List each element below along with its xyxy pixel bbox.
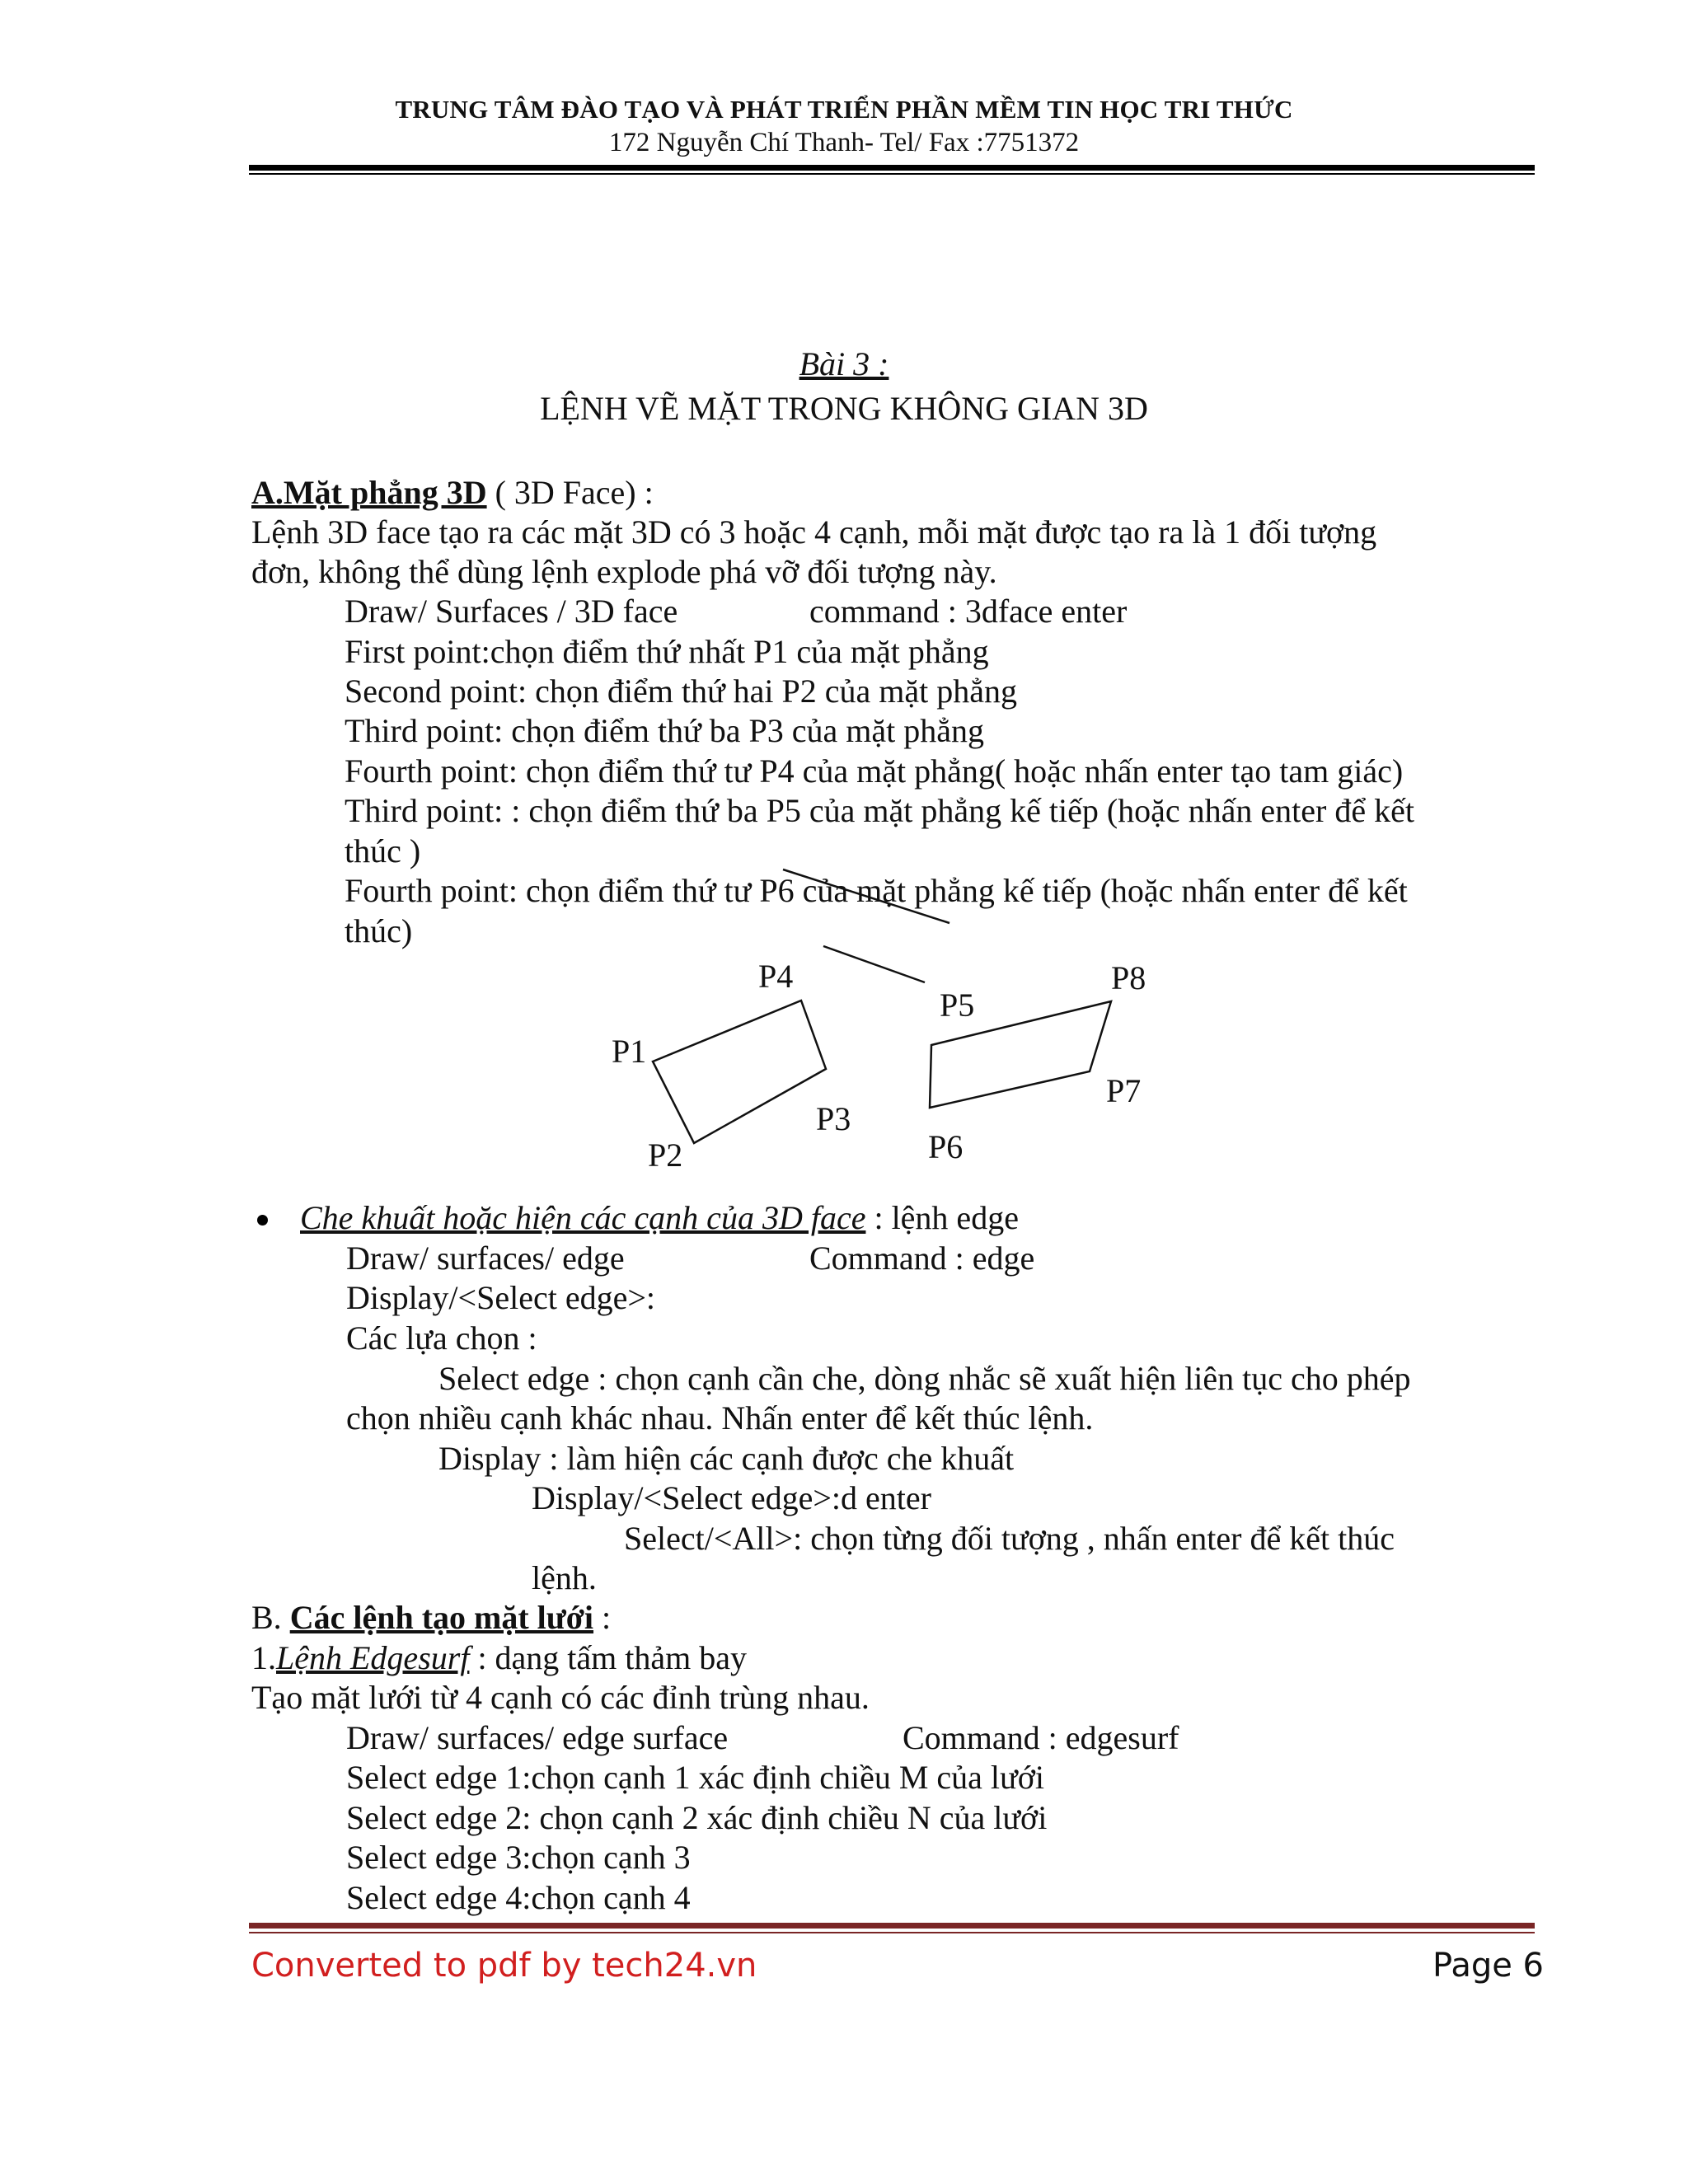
- footer-credit: Converted to pdf by tech24.vn: [251, 1947, 757, 1985]
- label-p6: P6: [928, 1128, 964, 1165]
- edgesurf-desc: Tạo mặt lưới từ 4 cạnh có các đỉnh trùng nhau.: [251, 1679, 870, 1716]
- section-b-heading-line: [251, 1601, 611, 1634]
- label-p1: P1: [612, 1033, 647, 1070]
- edge-heading-rest: : lệnh edge: [865, 1199, 1019, 1236]
- section-a-desc-1: Lệnh 3D face tạo ra các mặt 3D có 3 hoặc 4 cạnh, mỗi mặt được tạo ra là 1 đối tượng: [251, 513, 1377, 551]
- edge-display: Display : làm hiện các cạnh được che khuất: [438, 1440, 1015, 1477]
- edge-select-all: Select/<All>: chọn từng đối tượng , nhấn enter để kết thúc: [624, 1520, 1395, 1557]
- lesson-title: Bài 3 :: [799, 345, 889, 382]
- label-p4: P4: [758, 958, 794, 995]
- step-third-point-next-cont: thúc ): [345, 832, 421, 869]
- section-a-command: command : 3dface enter: [809, 593, 1128, 630]
- edgesurf-step-4: Select edge 4:chọn cạnh 4: [346, 1879, 691, 1916]
- label-p8: P8: [1111, 959, 1146, 996]
- edgesurf-heading-line: [251, 1639, 748, 1676]
- edge-display-prompt: Display/<Select edge>:d enter: [532, 1479, 931, 1516]
- step-first-point: First point:chọn điểm thứ nhất P1 của mặt phẳng: [345, 633, 989, 670]
- edgesurf-rest: : dạng tấm thảm bay: [469, 1639, 748, 1676]
- face-p1-p4: [653, 1001, 826, 1143]
- section-b-heading-rest: :: [593, 1599, 612, 1636]
- step-fourth-point-next-cont: thúc): [345, 912, 413, 949]
- edge-options-label: Các lựa chọn :: [346, 1319, 537, 1357]
- connector-line-upper: [783, 869, 950, 923]
- lesson-subtitle: LỆNH VẼ MẶT TRONG KHÔNG GIAN 3D: [540, 390, 1148, 427]
- page-number: Page 6: [1432, 1947, 1544, 1985]
- step-third-point: Third point: chọn điểm thứ ba P3 của mặt phẳng: [345, 712, 984, 749]
- header-title: TRUNG TÂM ĐÀO TẠO VÀ PHÁT TRIỂN PHẦN MỀM TIN HỌC TRI THỨC: [395, 95, 1293, 124]
- edgesurf-title: Lệnh Edgesurf: [276, 1639, 470, 1676]
- edgesurf-step-1: Select edge 1:chọn cạnh 1 xác định chiều M của lưới: [346, 1759, 1044, 1796]
- step-fourth-point-next: Fourth point: chọn điểm thứ tư P6 của mặt phẳng kế tiếp (hoặc nhấn enter để kết: [345, 872, 1408, 909]
- label-p3: P3: [816, 1100, 851, 1137]
- step-third-point-next: Third point: : chọn điểm thứ ba P5 của mặt phẳng kế tiếp (hoặc nhấn enter để kết: [345, 792, 1414, 829]
- edgesurf-menu: Draw/ surfaces/ edge surface: [346, 1719, 729, 1756]
- edge-heading-line: [300, 1199, 1019, 1236]
- edge-menu: Draw/ surfaces/ edge: [346, 1240, 625, 1277]
- edgesurf-step-2: Select edge 2: chọn cạnh 2 xác định chiều N của lưới: [346, 1799, 1048, 1836]
- connector-line-lower: [823, 946, 925, 982]
- step-second-point: Second point: chọn điểm thứ hai P2 của mặt phẳng: [345, 673, 1017, 710]
- label-p5: P5: [940, 987, 975, 1024]
- section-a-menu: Draw/ Surfaces / 3D face: [345, 593, 678, 630]
- section-a-heading: A.Mặt phẳng 3D: [251, 474, 487, 511]
- edgesurf-command: Command : edgesurf: [903, 1719, 1179, 1756]
- edge-prompt: Display/<Select edge>:: [346, 1279, 656, 1316]
- bullet-icon: [257, 1215, 268, 1226]
- footer-rule: [249, 1923, 1535, 1929]
- label-p2: P2: [648, 1137, 683, 1174]
- edge-select-1: Select edge : chọn cạnh cần che, dòng nhắc sẽ xuất hiện liên tục cho phép: [438, 1360, 1411, 1397]
- edgesurf-prefix: 1.: [251, 1639, 276, 1676]
- step-fourth-point: Fourth point: chọn điểm thứ tư P4 của mặt phẳng( hoặc nhấn enter tạo tam giác): [345, 752, 1404, 790]
- edge-heading: Che khuất hoặc hiện các cạnh của 3D face: [300, 1199, 866, 1236]
- footer-rule-thin: [249, 1932, 1535, 1933]
- section-a-heading-rest: ( 3D Face) :: [486, 474, 654, 511]
- edge-select-all-cont: lệnh.: [532, 1559, 597, 1596]
- label-p7: P7: [1106, 1072, 1142, 1109]
- header-address: 172 Nguyễn Chí Thanh- Tel/ Fax :7751372: [608, 128, 1080, 157]
- edge-select-2: chọn nhiều cạnh khác nhau. Nhấn enter để kết thúc lệnh.: [346, 1399, 1094, 1436]
- section-a-desc-2: đơn, không thể dùng lệnh explode phá vỡ đối tượng này.: [251, 553, 997, 590]
- edge-command: Command : edge: [809, 1240, 1035, 1277]
- edgesurf-step-3: Select edge 3:chọn cạnh 3: [346, 1839, 691, 1876]
- section-b-heading: Các lệnh tạo mặt lưới: [289, 1599, 594, 1636]
- section-b-prefix: B.: [251, 1599, 290, 1636]
